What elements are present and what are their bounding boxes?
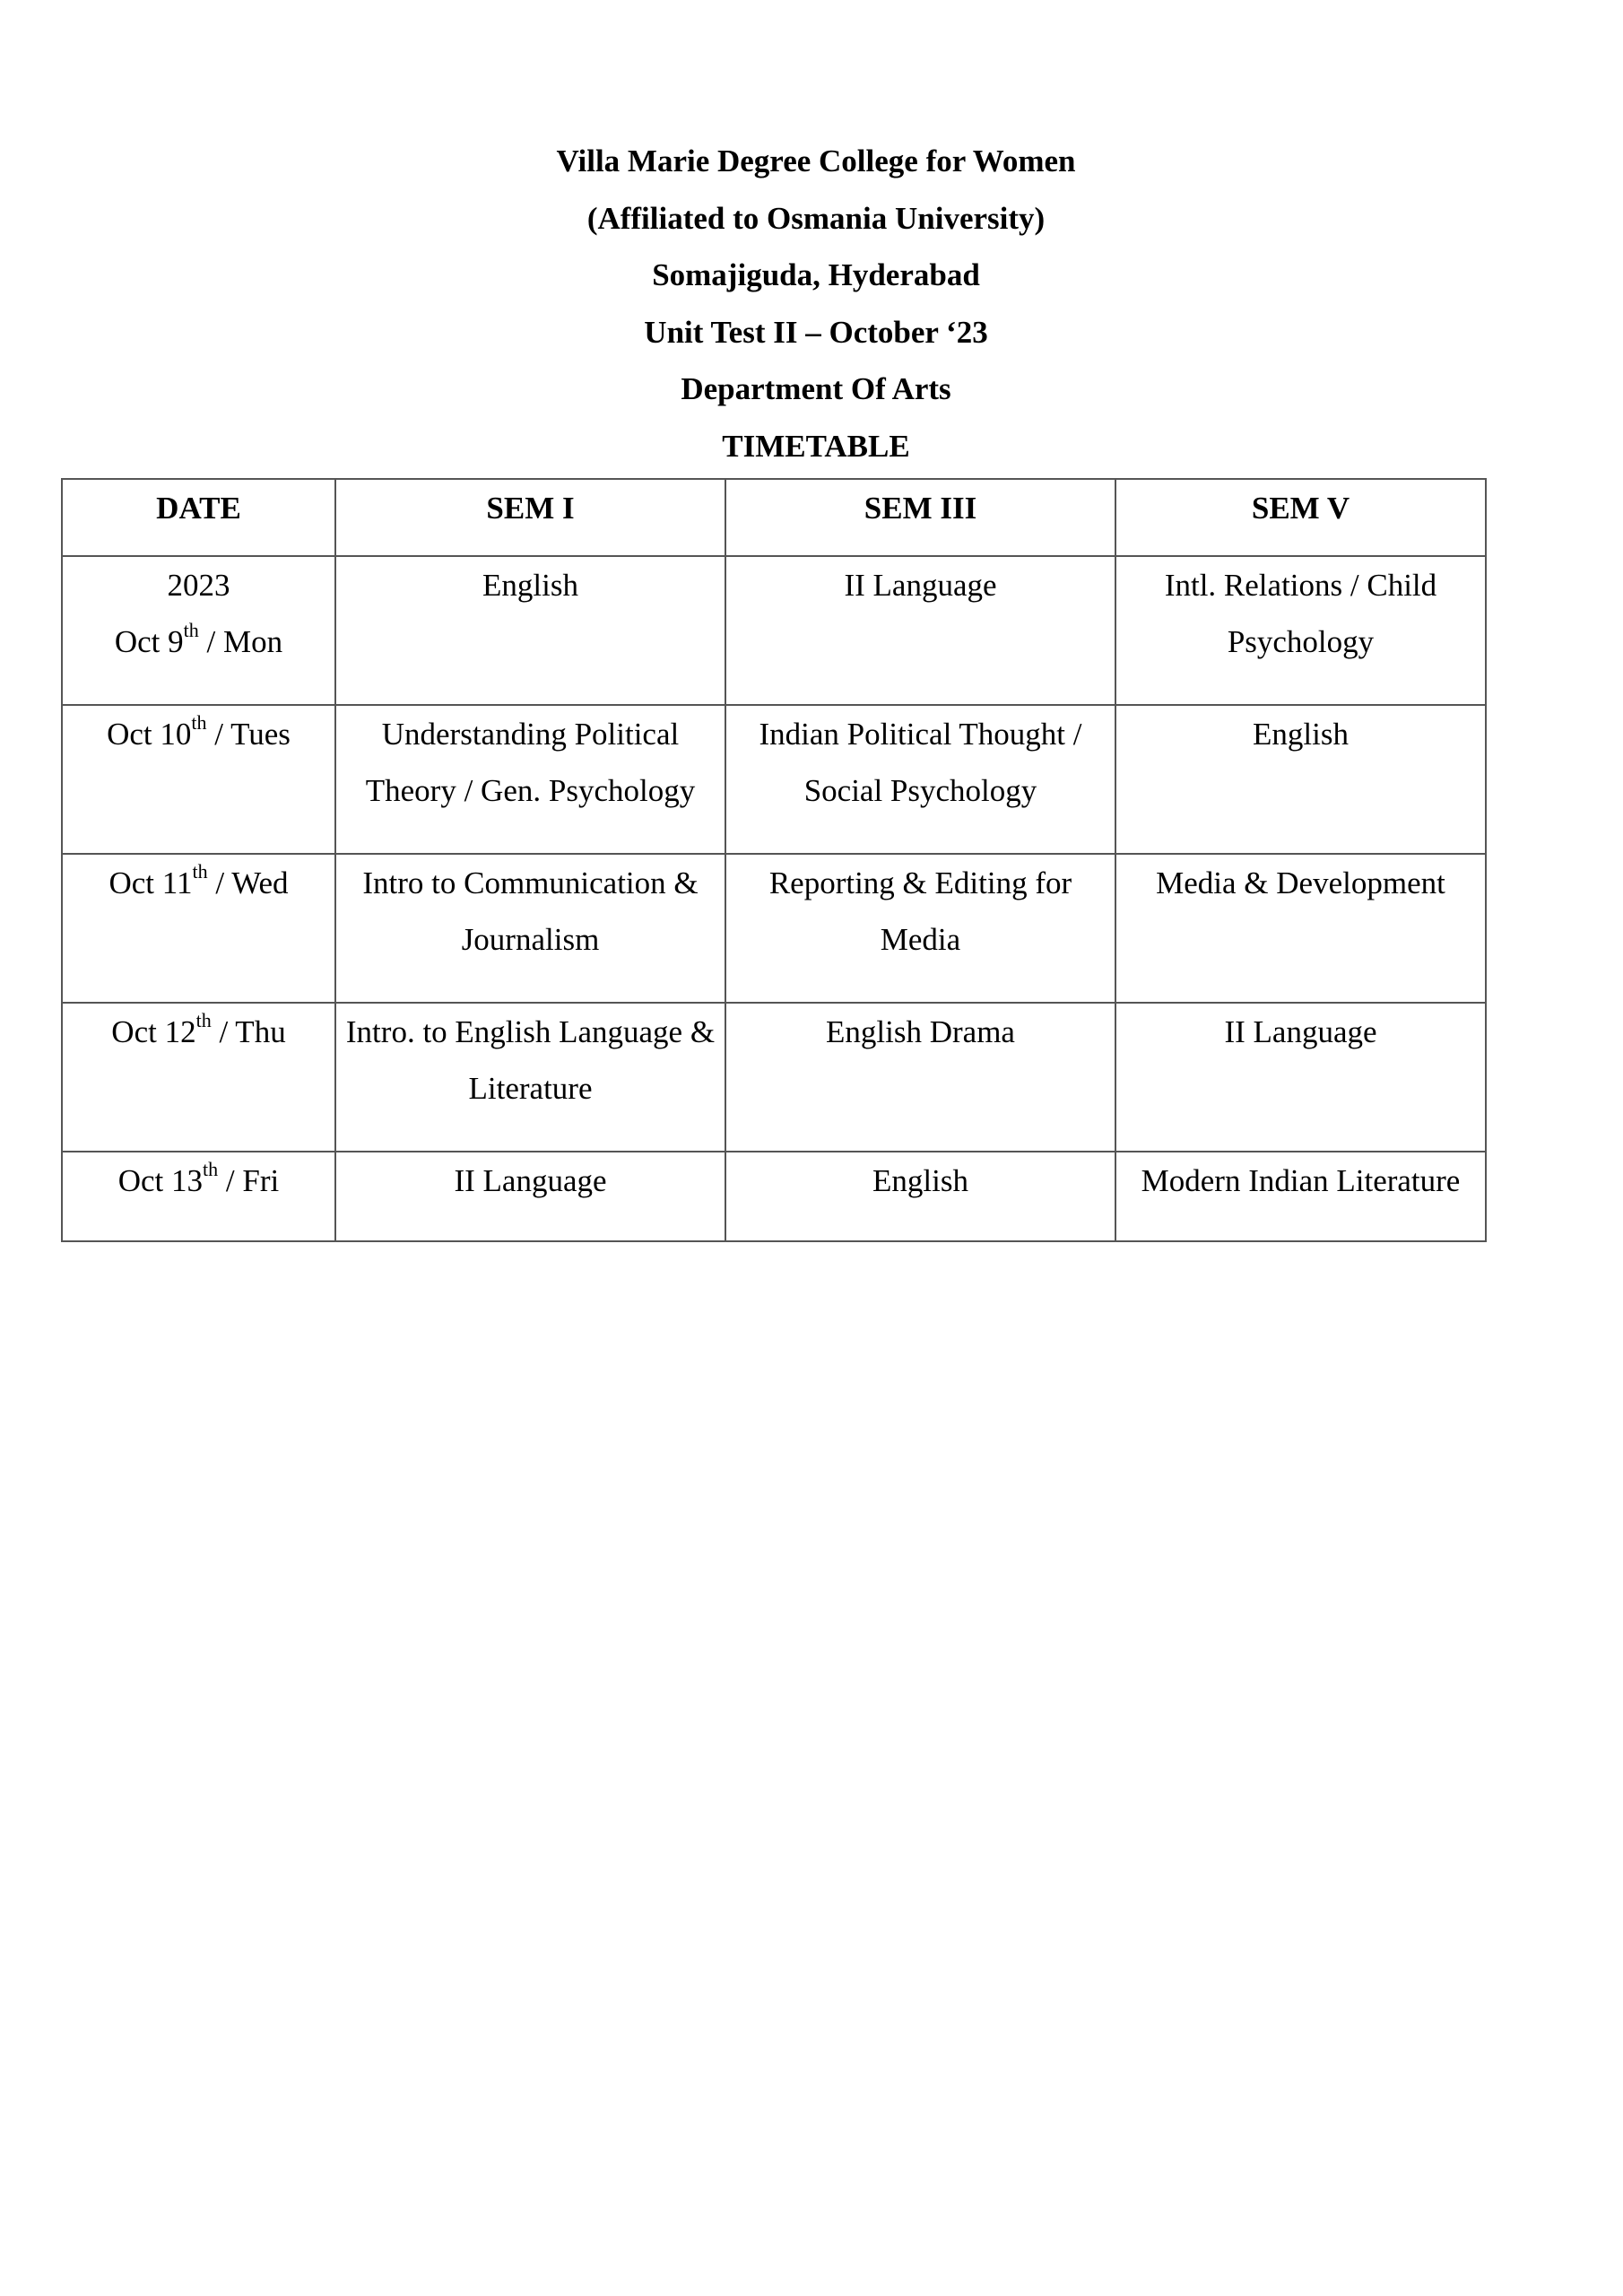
sem-v-cell: II Language [1115, 1003, 1486, 1152]
sem-v-cell: Media & Development [1115, 854, 1486, 1003]
affiliation: (Affiliated to Osmania University) [586, 200, 1046, 236]
sem-v-cell: Modern Indian Literature [1115, 1152, 1486, 1241]
table-row [62, 556, 1486, 705]
table-header-row [62, 479, 1486, 556]
timetable-table [61, 478, 1487, 1242]
date-cell: Oct 11th / Wed [62, 854, 335, 1003]
sem-iii-cell: Indian Political Thought / Social Psychology [725, 705, 1115, 854]
sem-iii-cell: English Drama [725, 1003, 1115, 1152]
department: Department Of Arts [681, 371, 951, 406]
date-cell [62, 556, 335, 705]
column-header-sem-iii: SEM III [725, 479, 1115, 556]
sem-v-cell: English [1115, 705, 1486, 854]
sem-iii-cell: English [725, 1152, 1115, 1241]
sem-iii-cell: Reporting & Editing for Media [725, 854, 1115, 1003]
column-header-sem-v: SEM V [1115, 479, 1486, 556]
location: Somajiguda, Hyderabad [652, 257, 980, 292]
sem-i-cell: Intro to Communication & Journalism [335, 854, 725, 1003]
date-cell: Oct 10th / Tues [62, 705, 335, 854]
date-cell: Oct 12th / Thu [62, 1003, 335, 1152]
table-row [62, 1152, 1486, 1241]
date-cell: Oct 13th / Fri [62, 1152, 335, 1241]
year-label: 2023 [167, 568, 230, 603]
sem-i-cell: Intro. to English Language & Literature [335, 1003, 725, 1152]
college-name: Villa Marie Degree College for Women [556, 144, 1076, 178]
sem-i-cell: Understanding Political Theory / Gen. Psychology [335, 705, 725, 854]
sem-iii-cell: II Language [725, 556, 1115, 705]
table-row [62, 1003, 1486, 1152]
sem-i-cell: English [335, 556, 725, 705]
column-header-sem-i: SEM I [335, 479, 725, 556]
column-header-date: DATE [62, 479, 335, 556]
document-heading [0, 133, 1623, 474]
table-row [62, 705, 1486, 854]
document-title: TIMETABLE [722, 428, 910, 464]
exam-title: Unit Test II – October ‘23 [644, 314, 988, 350]
sem-v-cell: Intl. Relations / Child Psychology [1115, 556, 1486, 705]
date-label: Oct 9th / Mon [114, 619, 283, 659]
sem-i-cell: II Language [335, 1152, 725, 1241]
table-row [62, 854, 1486, 1003]
